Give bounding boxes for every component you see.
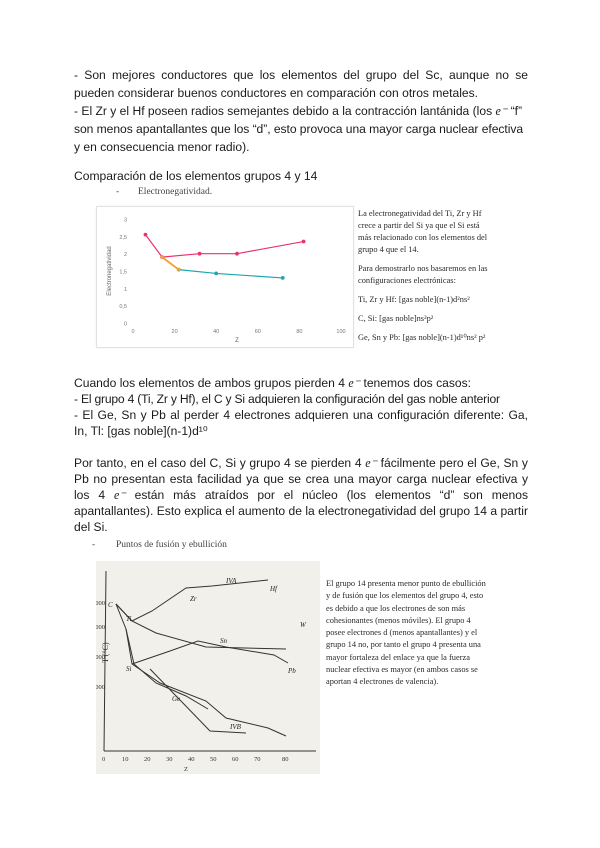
side-note-1-para2-line-1: Para demostrarlo nos basaremos en las	[358, 264, 488, 274]
data-point	[144, 233, 148, 237]
y-tick-label: 2	[123, 252, 127, 259]
lose-line-4: In, Tl: [gas noble](n-1)d¹⁰	[74, 424, 208, 438]
data-point	[214, 272, 218, 276]
data-point	[302, 240, 306, 244]
x-tick-label: 60	[254, 329, 261, 335]
sketch-label-ge: Ge	[172, 695, 181, 703]
config-c-si: C, Si: [gas noble]ns²p²	[358, 313, 434, 323]
side-note-2-line-6: grupo 14 no, por tanto el grupo 4 presenta una	[326, 640, 481, 650]
intro-line-4: son menos apantallantes que los “d”, esto provoca una mayor carga nuclear efectiva	[74, 122, 524, 136]
side-note-1-line-3: más relacionado con los elementos del	[358, 233, 488, 243]
sketch-xtick-40: 40	[188, 756, 195, 763]
side-note-2-line-3: es debido a que los electrones de son más	[326, 603, 466, 613]
melting-boiling-sketch-svg	[96, 561, 320, 774]
sketch-label-hf: Hf	[270, 585, 277, 593]
data-point	[198, 252, 202, 256]
sketch-xtick-50: 50	[210, 756, 217, 763]
side-note-1-para2-line-2: configuraciones electrónicas:	[358, 276, 456, 286]
y-tick-label: 0	[123, 321, 127, 328]
side-note-2-line-7: mayor fortaleza del enlace ya que la fuerza	[326, 652, 470, 662]
sketch-label-si: Si	[126, 665, 132, 673]
side-note-1-line-2: crece a partir del Si ya que el Si está	[358, 221, 480, 231]
conclusion-line-3-a: los 4	[74, 488, 106, 502]
config-group-4: Ti, Zr y Hf: [gas noble](n-1)d²ns²	[358, 294, 470, 304]
sketch-ytick-1000: 000	[96, 684, 105, 691]
conclusion-line-4: apantallantes). Esto explica el aumento de la electronegatividad del grupo 14 a partir	[74, 504, 528, 518]
series-line-0	[145, 235, 303, 258]
sketch-label-sn: Sn	[220, 637, 227, 645]
sketch-xtick-10: 10	[122, 756, 129, 763]
sketch-xtick-0: 0	[102, 756, 106, 763]
series-line-1	[179, 270, 283, 278]
electron-symbol: e⁻	[495, 104, 508, 118]
side-note-2-line-2: y de fusión que los elementos del grupo 4, esto	[326, 591, 484, 601]
side-note-1-line-4: grupo 4 que el 14.	[358, 245, 419, 255]
electronegativity-chart	[96, 206, 354, 348]
side-note-2	[326, 578, 526, 689]
sketch-ytick-3000: 000	[96, 624, 105, 631]
side-note-2-line-8: nuclear efectiva es mayor (en ambos casos se	[326, 665, 478, 675]
electronegativity-chart-svg	[97, 207, 353, 347]
data-point	[281, 276, 285, 280]
y-tick-label: 1	[123, 286, 127, 293]
bullet-dash-2: -	[92, 540, 96, 550]
sketch-label-pb: Pb	[288, 667, 296, 675]
side-note-2-line-9: aportan 4 electrones de valencia).	[326, 677, 439, 687]
bullet-dash-1: -	[116, 187, 120, 197]
x-tick-label: 40	[213, 329, 220, 335]
intro-line-5: y en consecuencia menor radio).	[74, 140, 250, 154]
bullet-electronegativity: Electronegatividad.	[138, 187, 213, 197]
lose-line-1-a: Cuando los elementos de ambos grupos pierden 4	[74, 376, 345, 390]
sketch-label-w: W	[300, 621, 306, 629]
conclusion-line-5: del Si.	[74, 520, 108, 534]
sketch-xtick-20: 20	[144, 756, 151, 763]
section-title: Comparación de los elementos grupos 4 y 14	[74, 169, 318, 183]
conclusion-line-1-b: fácilmente pero el Ge, Sn y	[380, 456, 528, 470]
melting-boiling-sketch	[96, 561, 320, 774]
sketch-label-ivb: IVB	[230, 723, 241, 731]
intro-line-2: pueden considerar buenos conductores en comparación con otros metales.	[74, 86, 479, 100]
sketch-xlabel: Z	[184, 766, 188, 773]
sketch-label-c: C	[108, 601, 113, 609]
sketch-xtick-70: 70	[254, 756, 261, 763]
electron-symbol: e⁻	[348, 376, 361, 390]
intro-line-3	[74, 103, 528, 121]
sketch-label-ti: Ti	[126, 615, 132, 623]
side-note-1	[358, 208, 538, 344]
x-axis-label: Z	[235, 338, 239, 344]
conclusion-line-3	[74, 487, 528, 505]
x-tick-label: 100	[336, 329, 346, 335]
electron-symbol: e⁻	[113, 488, 126, 502]
conclusion-line-3-b: están más atraídos por el núcleo (los elementos “d” son menos	[134, 488, 528, 502]
sketch-xtick-80: 80	[282, 756, 289, 763]
side-note-1-line-1: La electronegatividad del Ti, Zr y Hf	[358, 209, 482, 218]
conclusion-line-1-a: Por tanto, en el caso del C, Si y grupo 4 se pierden 4	[74, 456, 362, 470]
conclusion-line-1	[74, 455, 528, 473]
side-note-2-line-5: posee electrones d (menos apantallantes) y el	[326, 628, 478, 638]
intro-line-3-tail: “f”	[510, 104, 523, 118]
x-tick-label: 0	[131, 329, 135, 335]
sketch-label-zr: Zr	[190, 595, 197, 603]
intro-line-3-text: - El Zr y el Hf poseen radios semejantes debido a la contracción lantánida (los	[74, 104, 493, 118]
bullet-melting-boiling: Puntos de fusión y ebullición	[116, 540, 227, 550]
lose-line-2: - El grupo 4 (Ti, Zr y Hf), el C y Si adquieren la configuración del gas noble anterior	[74, 392, 500, 406]
sketch-ytick-4000: 000	[96, 600, 105, 607]
side-note-2-line-4: cohesionantes (menos móviles). El grupo 4	[326, 615, 471, 625]
config-group-14: Ge, Sn y Pb: [gas noble](n-1)d¹⁰ns² p²	[358, 332, 486, 342]
intro-line-1: - Son mejores conductores que los elementos del grupo del Sc, aunque no se	[74, 68, 528, 82]
y-axis-label: Electronegatividad	[107, 246, 113, 296]
y-tick-label: 2,5	[119, 234, 127, 241]
electron-symbol: e⁻	[365, 456, 377, 470]
y-tick-label: 0,5	[119, 304, 127, 311]
lose-line-1	[74, 375, 528, 393]
data-point	[161, 256, 164, 259]
conclusion-line-2: Pb no presentan esta facilidad ya que se crea una mayor carga nuclear efectiva y	[74, 472, 528, 486]
y-tick-label: 1,5	[119, 269, 127, 276]
y-tick-label: 3	[123, 217, 127, 224]
lose-line-1-b: tenemos dos casos:	[363, 376, 472, 390]
sketch-xtick-60: 60	[232, 756, 239, 763]
data-point	[235, 252, 239, 256]
data-point	[177, 268, 180, 271]
lose-line-3: - El Ge, Sn y Pb al perder 4 electrones adquieren una configuración diferente: Ga,	[74, 408, 528, 422]
x-tick-label: 80	[296, 329, 303, 335]
sketch-label-iva: IVA	[226, 577, 237, 585]
sketch-xtick-30: 30	[166, 756, 173, 763]
sketch-ylabel: T (°C)	[101, 642, 110, 663]
sketch-ytick-2000: 000	[96, 654, 105, 661]
series-line-2	[162, 257, 179, 269]
x-tick-label: 20	[171, 329, 178, 335]
side-note-2-line-1: El grupo 14 presenta menor punto de ebullición	[326, 579, 486, 588]
